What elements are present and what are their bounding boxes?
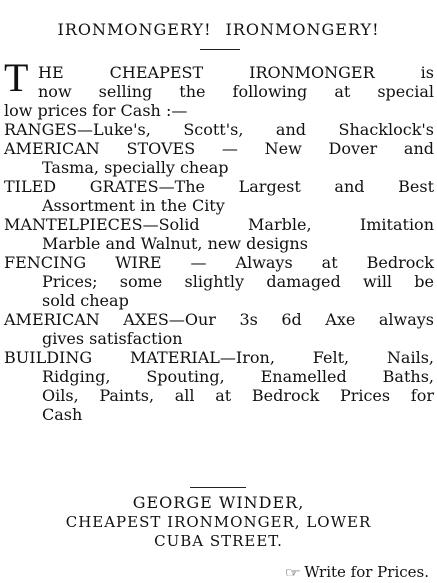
- header-rule: [200, 49, 240, 50]
- header: [0, 20, 437, 39]
- item-6-line-3: Cash: [42, 405, 83, 424]
- signature-line-3: CUBA STREET.: [154, 532, 283, 550]
- item-2-line-1: Assortment in the City: [42, 196, 225, 215]
- signature-line-2: CHEAPEST IRONMONGER, LOWER: [65, 513, 372, 531]
- item-1-line-0: AMERICAN STOVES — New Dover and: [4, 139, 434, 158]
- item-4-line-1: Prices; some slightly damaged will be: [42, 272, 434, 291]
- item-6-line-1: Ridging, Spouting, Enamelled Baths,: [42, 367, 434, 386]
- intro-line-2: now selling the following at special: [38, 82, 434, 101]
- item-4-line-2: sold cheap: [42, 291, 129, 310]
- item-2-line-0: TILED GRATES—The Largest and Best: [4, 177, 434, 196]
- item-3-line-0: MANTELPIECES—Solid Marble, Imitation: [4, 215, 434, 234]
- item-5-line-1: gives satisfaction: [42, 329, 183, 348]
- item-5-line-0: AMERICAN AXES—Our 3s 6d Axe always: [4, 310, 434, 329]
- item-3-line-1: Marble and Walnut, new designs: [42, 234, 308, 253]
- signature-rule: [190, 487, 246, 488]
- footer-note-text: Write for Prices.: [304, 563, 429, 581]
- intro-line-3: low prices for Cash :—: [4, 101, 188, 120]
- item-6-line-0: BUILDING MATERIAL—Iron, Felt, Nails,: [4, 348, 434, 367]
- intro-line-1: HE CHEAPEST IRONMONGER is: [38, 63, 434, 82]
- header-right: IRONMONGERY!: [225, 20, 380, 39]
- item-6-line-2: Oils, Paints, all at Bedrock Prices for: [42, 386, 434, 405]
- item-0-line-0: RANGES—Luke's, Scott's, and Shacklock's: [4, 120, 434, 139]
- pointing-hand-icon: ☞: [284, 566, 301, 581]
- header-left: IRONMONGERY!: [57, 20, 212, 39]
- footer-note: [284, 563, 429, 581]
- signature-name: GEORGE WINDER,: [132, 493, 305, 512]
- drop-cap: T: [4, 55, 29, 100]
- item-4-line-0: FENCING WIRE — Always at Bedrock: [4, 253, 434, 272]
- item-1-line-1: Tasma, specially cheap: [42, 158, 229, 177]
